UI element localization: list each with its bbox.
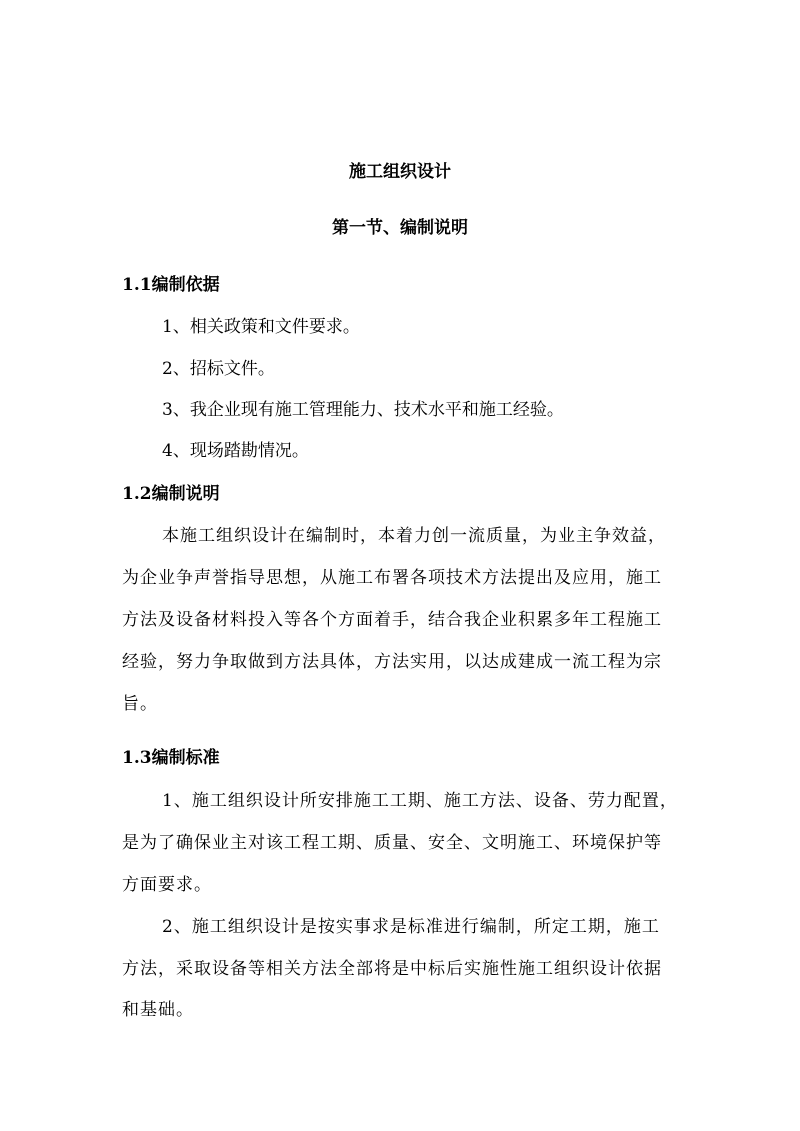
paragraph-line: 方法及设备材料投入等各个方面着手，结合我企业积累多年工程施工 xyxy=(122,610,662,630)
list-item: 3、我企业现有施工管理能力、技术水平和施工经验。 xyxy=(162,400,564,420)
paragraph-line: 经验，努力争取做到方法具体，方法实用，以达成建成一流工程为宗 xyxy=(122,652,662,672)
paragraph-line: 方法，采取设备等相关方法全部将是中标后实施性施工组织设计依据 xyxy=(122,959,662,979)
paragraph-line: 是为了确保业主对该工程工期、质量、安全、文明施工、环境保护等 xyxy=(122,833,662,853)
paragraph-line: 为企业争声誉指导思想，从施工布署各项技术方法提出及应用，施工 xyxy=(122,568,662,588)
list-item: 1、相关政策和文件要求。 xyxy=(162,317,360,337)
paragraph-line: 旨。 xyxy=(122,694,158,714)
heading-1-1: 1.1编制依据 xyxy=(122,275,220,295)
paragraph-line: 本施工组织设计在编制时，本着力创一流质量，为业主争效益， xyxy=(162,526,666,546)
list-item: 2、招标文件。 xyxy=(162,359,275,379)
paragraph-line: 2、施工组织设计是按实事求是标准进行编制，所定工期，施工 xyxy=(162,917,660,937)
heading-1-2: 1.2编制说明 xyxy=(122,484,220,504)
heading-1-3: 1.3编制标准 xyxy=(122,748,220,768)
paragraph-line: 方面要求。 xyxy=(122,875,212,895)
paragraph-line: 1、施工组织设计所安排施工工期、施工方法、设备、劳力配置， xyxy=(162,791,678,811)
section-title: 第一节、编制说明 xyxy=(332,218,468,238)
paragraph-line: 和基础。 xyxy=(122,1000,194,1020)
document-title: 施工组织设计 xyxy=(349,162,451,182)
list-item: 4、现场踏勘情况。 xyxy=(162,441,309,461)
